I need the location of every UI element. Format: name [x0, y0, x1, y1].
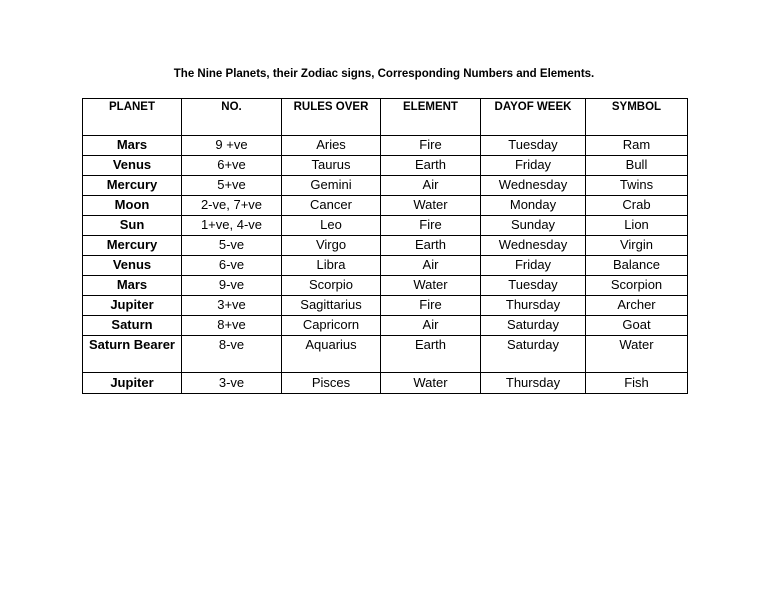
- element-cell: Water: [381, 276, 481, 296]
- table-row: [83, 373, 688, 394]
- number-cell: 8+ve: [182, 316, 282, 336]
- element-cell: Air: [381, 256, 481, 276]
- table-row: [83, 156, 688, 176]
- rules-over-cell: Leo: [282, 216, 381, 236]
- number-cell: 1+ve, 4-ve: [182, 216, 282, 236]
- rules-over-cell: Gemini: [282, 176, 381, 196]
- day-cell: Friday: [481, 256, 586, 276]
- column-header-planet: PLANET: [83, 99, 182, 136]
- day-cell: Saturday: [481, 316, 586, 336]
- symbol-cell: Twins: [586, 176, 688, 196]
- element-cell: Water: [381, 196, 481, 216]
- day-cell: Tuesday: [481, 276, 586, 296]
- column-header-day-of-week: DAYOF WEEK: [481, 99, 586, 136]
- planet-cell: Mercury: [83, 236, 182, 256]
- number-cell: 6+ve: [182, 156, 282, 176]
- document-title: The Nine Planets, their Zodiac signs, Corresponding Numbers and Elements.: [173, 68, 595, 80]
- day-cell: Saturday: [481, 336, 586, 373]
- planet-cell: Jupiter: [83, 373, 182, 394]
- symbol-cell: Water: [586, 336, 688, 373]
- number-cell: 8-ve: [182, 336, 282, 373]
- day-cell: Thursday: [481, 373, 586, 394]
- symbol-cell: Scorpion: [586, 276, 688, 296]
- day-cell: Sunday: [481, 216, 586, 236]
- rules-over-cell: Scorpio: [282, 276, 381, 296]
- number-cell: 3+ve: [182, 296, 282, 316]
- rules-over-cell: Sagittarius: [282, 296, 381, 316]
- number-cell: 3-ve: [182, 373, 282, 394]
- table-header-row: [83, 99, 688, 136]
- element-cell: Air: [381, 316, 481, 336]
- day-cell: Monday: [481, 196, 586, 216]
- number-cell: 9-ve: [182, 276, 282, 296]
- symbol-cell: Ram: [586, 136, 688, 156]
- day-cell: Friday: [481, 156, 586, 176]
- number-cell: 9 +ve: [182, 136, 282, 156]
- element-cell: Fire: [381, 216, 481, 236]
- table-row: [83, 336, 688, 373]
- planet-cell: Mars: [83, 276, 182, 296]
- table-row: [83, 316, 688, 336]
- symbol-cell: Crab: [586, 196, 688, 216]
- table-row: [83, 136, 688, 156]
- planet-cell: Venus: [83, 156, 182, 176]
- element-cell: Earth: [381, 336, 481, 373]
- table-row: [83, 256, 688, 276]
- element-cell: Air: [381, 176, 481, 196]
- planet-cell: Jupiter: [83, 296, 182, 316]
- table-row: [83, 176, 688, 196]
- element-cell: Earth: [381, 236, 481, 256]
- rules-over-cell: Aries: [282, 136, 381, 156]
- day-cell: Tuesday: [481, 136, 586, 156]
- table-row: [83, 296, 688, 316]
- planet-cell: Mars: [83, 136, 182, 156]
- rules-over-cell: Libra: [282, 256, 381, 276]
- planets-table: [82, 98, 688, 394]
- planet-cell: Mercury: [83, 176, 182, 196]
- rules-over-cell: Pisces: [282, 373, 381, 394]
- number-cell: 5+ve: [182, 176, 282, 196]
- symbol-cell: Virgin: [586, 236, 688, 256]
- day-cell: Thursday: [481, 296, 586, 316]
- rules-over-cell: Taurus: [282, 156, 381, 176]
- table-row: [83, 216, 688, 236]
- element-cell: Fire: [381, 296, 481, 316]
- day-cell: Wednesday: [481, 176, 586, 196]
- rules-over-cell: Virgo: [282, 236, 381, 256]
- number-cell: 6-ve: [182, 256, 282, 276]
- column-header-element: ELEMENT: [381, 99, 481, 136]
- symbol-cell: Balance: [586, 256, 688, 276]
- planet-cell: Saturn: [83, 316, 182, 336]
- number-cell: 5-ve: [182, 236, 282, 256]
- day-cell: Wednesday: [481, 236, 586, 256]
- table-row: [83, 196, 688, 216]
- table-row: [83, 276, 688, 296]
- element-cell: Water: [381, 373, 481, 394]
- planet-cell: Venus: [83, 256, 182, 276]
- symbol-cell: Archer: [586, 296, 688, 316]
- column-header-symbol: SYMBOL: [586, 99, 688, 136]
- table-row: [83, 236, 688, 256]
- element-cell: Earth: [381, 156, 481, 176]
- number-cell: 2-ve, 7+ve: [182, 196, 282, 216]
- symbol-cell: Bull: [586, 156, 688, 176]
- column-header-number: NO.: [182, 99, 282, 136]
- rules-over-cell: Cancer: [282, 196, 381, 216]
- column-header-rules-over: RULES OVER: [282, 99, 381, 136]
- planet-cell: Moon: [83, 196, 182, 216]
- symbol-cell: Goat: [586, 316, 688, 336]
- symbol-cell: Lion: [586, 216, 688, 236]
- planet-cell: Saturn Bearer: [83, 336, 182, 373]
- rules-over-cell: Capricorn: [282, 316, 381, 336]
- element-cell: Fire: [381, 136, 481, 156]
- planet-cell: Sun: [83, 216, 182, 236]
- symbol-cell: Fish: [586, 373, 688, 394]
- rules-over-cell: Aquarius: [282, 336, 381, 373]
